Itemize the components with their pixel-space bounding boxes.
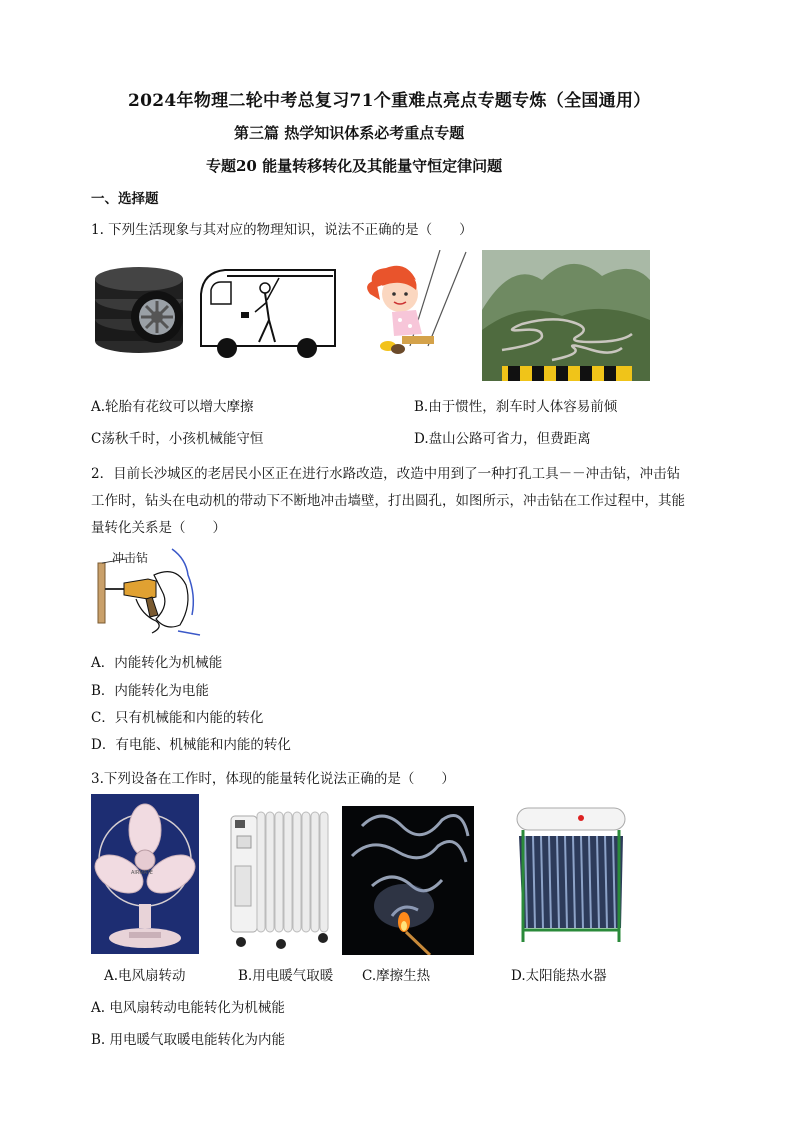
swing-girl-image <box>366 250 470 360</box>
tires-image <box>91 263 187 355</box>
part-title: 第三篇 热学知识体系必考重点专题 <box>234 124 465 142</box>
bus-sketch-image <box>197 264 339 360</box>
drill-figure-label: 冲击钻 <box>112 551 149 565</box>
topic-title: 专题20 能量转移转化及其能量守恒定律问题 <box>206 157 503 175</box>
q3-caption-c: C.摩擦生热 <box>362 968 431 984</box>
q2-option-d[interactable]: D．有电能、机械能和内能的转化 <box>91 737 291 753</box>
q1-option-b[interactable]: B.由于惯性，刹车时人体容易前倾 <box>414 399 618 415</box>
q3-option-b[interactable]: B. 用电暖气取暖电能转化为内能 <box>91 1032 286 1048</box>
solar-water-heater-image <box>511 800 631 946</box>
q2-stem-line2: 工作时，钻头在电动机的带动下不断地冲击墙壁，打出圆孔，如图所示，冲击钻在工作过程中，其能 <box>91 493 685 509</box>
q3-stem: 3.下列设备在工作时，体现的能量转化说法正确的是（ ） <box>91 771 455 787</box>
q3-caption-d: D.太阳能热水器 <box>511 968 607 984</box>
q3-caption-b: B.用电暖气取暖 <box>238 968 334 984</box>
electric-fan-image <box>91 794 199 954</box>
q1-option-a[interactable]: A.轮胎有花纹可以增大摩擦 <box>91 399 254 415</box>
match-smoke-image <box>342 806 474 955</box>
q2-option-c[interactable]: C．只有机械能和内能的转化 <box>91 710 264 726</box>
q1-stem: 1. 下列生活现象与其对应的物理知识，说法不正确的是（ ） <box>91 222 473 238</box>
q1-option-c[interactable]: C荡秋千时，小孩机械能守恒 <box>91 431 264 447</box>
q3-caption-a: A.电风扇转动 <box>104 968 186 984</box>
q2-stem-line1: 2．目前长沙城区的老居民小区正在进行水路改造，改造中用到了一种打孔工具－－冲击钻，冲击钻 <box>91 466 681 482</box>
q2-option-b[interactable]: B．内能转化为电能 <box>91 683 209 699</box>
q1-option-d[interactable]: D.盘山公路可省力，但费距离 <box>414 431 591 447</box>
section-label: 一、选择题 <box>91 191 159 207</box>
q3-option-a[interactable]: A. 电风扇转动电能转化为机械能 <box>91 1000 285 1016</box>
q2-stem-line3: 量转化关系是（ ） <box>91 520 226 536</box>
document-title: 2024年物理二轮中考总复习71个重难点亮点专题专炼（全国通用） <box>128 91 651 111</box>
oil-heater-image <box>225 806 335 951</box>
q2-option-a[interactable]: A．内能转化为机械能 <box>91 655 223 671</box>
fan-brand-logo: AIRMATE <box>131 870 153 876</box>
mountain-road-image <box>482 250 650 381</box>
